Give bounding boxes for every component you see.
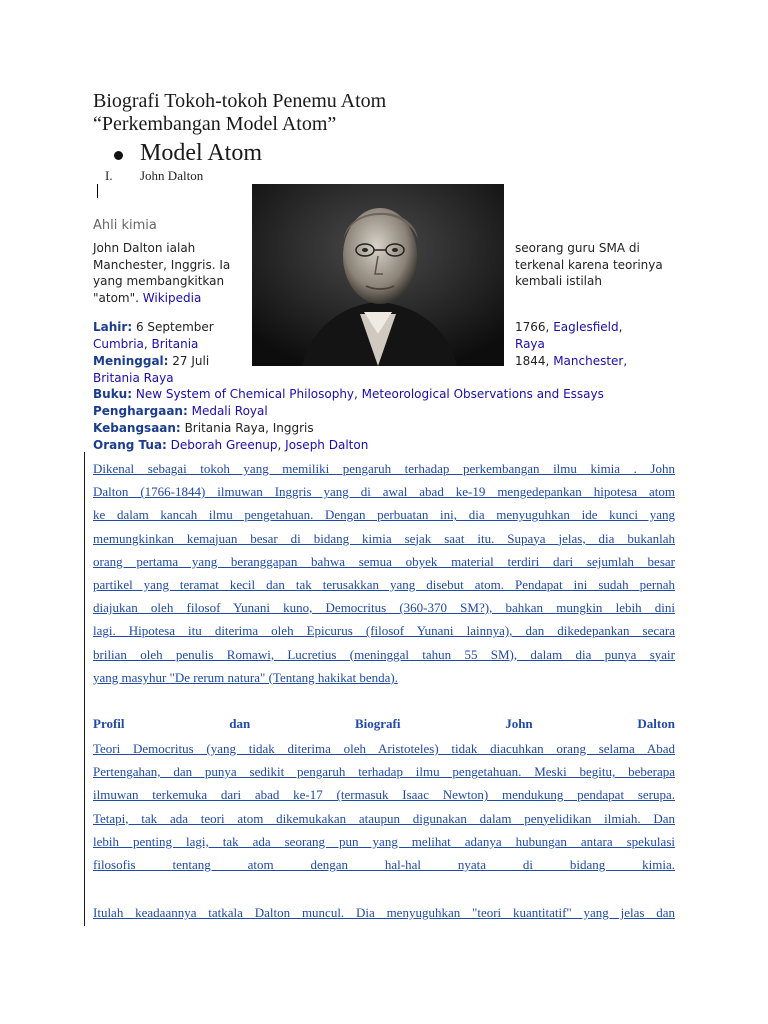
- awards-link[interactable]: Medali Royal: [191, 404, 268, 418]
- paragraph-line: ke dalam kancah ilmu pengetahuan. Dengan perbuatan ini, dia menyuguhkan ide kunci yang: [93, 507, 675, 523]
- title-line-1: Biografi Tokoh-tokoh Penemu Atom: [93, 90, 387, 112]
- desc-left-line: Manchester, Inggris. Ia: [93, 257, 231, 272]
- paragraph-line: brilian oleh penulis Romawi, Lucretius (meninggal tahun 55 SM), dalam dia punya syair: [93, 646, 675, 662]
- died-label: Meninggal:: [93, 354, 169, 368]
- infobox-category: Ahli kimia: [93, 218, 157, 233]
- born-country-link[interactable]: Raya: [515, 337, 545, 351]
- infobox-born-died-left: [93, 319, 214, 387]
- eaglesfield-link[interactable]: Eaglesfield,: [553, 320, 623, 334]
- margin-bar: [84, 452, 85, 926]
- died-year: 1844,: [515, 354, 550, 368]
- paragraph-line: Pertengahan, dan punya sedikit pengaruh terhadap ilmu pengetahuan. Meski begitu, beberapa: [93, 764, 675, 780]
- title-line-2: “Perkembangan Model Atom”: [93, 113, 337, 135]
- desc-left-line: yang membangkitkan: [93, 274, 225, 288]
- desc-right-line: kembali istilah: [515, 274, 602, 288]
- paragraph-theory: [93, 737, 675, 876]
- paragraph-line: Itulah keadaannya tatkala Dalton muncul. Dia menyuguhkan "teori kuantitatif" yang jelas dan: [93, 905, 675, 920]
- died-date: 27 Juli: [172, 354, 210, 368]
- born-place-link[interactable]: Cumbria, Britania: [93, 337, 199, 351]
- paragraph-line: orang pertama yang beranggapan bahwa semua obyek material terdiri dari sejumlah besar: [93, 553, 675, 569]
- nationality-value: Britania Raya, Inggris: [184, 421, 314, 435]
- born-label: Lahir:: [93, 320, 133, 334]
- paragraph-line: Dikenal sebagai tokoh yang memiliki pengaruh terhadap perkembangan ilmu kimia . John: [93, 461, 675, 476]
- infobox-description-left: [93, 240, 230, 306]
- section-heading-profil: [93, 716, 675, 732]
- parent-link[interactable]: Deborah Greenup: [170, 438, 278, 452]
- heading-word: dan: [229, 716, 251, 731]
- paragraph-line: Dalton (1766-1844) ilmuwan Inggris yang di awal abad ke-19 mengedepankan hipotesa atom: [93, 484, 675, 500]
- paragraph-line: filosofis tentang atom dengan hal-hal nyata di bidang kimia.: [93, 856, 675, 872]
- paragraph-line: memungkinkan kemajuan besar di bidang kimia sejak saat itu. Supaya jelas, dia bukanlah: [93, 530, 675, 546]
- wikipedia-link[interactable]: Wikipedia: [142, 290, 202, 305]
- infobox-facts: [93, 386, 604, 454]
- paragraph-line: partikel yang teramat kecil dan tak terusakkan yang disebut atom. Pendapat ini sudah pernah: [93, 576, 675, 592]
- paragraph-line: lagi. Hipotesa itu diterima oleh Epicurus (filosof Yunani lainnya), dan dikedepankan secara: [93, 623, 675, 639]
- parents-label: Orang Tua:: [93, 438, 167, 452]
- parent-separator: ,: [277, 438, 286, 452]
- list-numeral: I.: [105, 168, 113, 183]
- infobox-born-died-right: [515, 319, 627, 370]
- paragraph-intro: [93, 457, 675, 689]
- bullet-icon: [114, 151, 123, 160]
- paragraph-line: ilmuwan terkemuka dari abad ke-17 (termasuk Isaac Newton) mendukung pendapat serupa.: [93, 787, 675, 803]
- portrait-image: [252, 184, 504, 366]
- desc-left-line: John Dalton ialah: [93, 241, 196, 255]
- desc-left-line: "atom".: [93, 290, 139, 305]
- paragraph-line: diajukan oleh filosof Yunani kuno, Democritus (360-370 SM?), bahkan mungkin lebih dini: [93, 600, 675, 616]
- heading-word: Dalton: [637, 716, 675, 731]
- text-cursor: [97, 184, 98, 198]
- died-place-link[interactable]: Britania Raya: [93, 371, 174, 385]
- paragraph-line: Tetapi, tak ada teori atom dikemukakan ataupun digunakan dalam penyelidikan ilmiah. Dan: [93, 810, 675, 826]
- parent-link[interactable]: Joseph Dalton: [285, 438, 369, 452]
- heading-word: Biografi: [354, 716, 401, 731]
- awards-label: Penghargaan:: [93, 404, 188, 418]
- born-year: 1766,: [515, 320, 550, 334]
- born-date: 6 September: [135, 320, 214, 334]
- heading-word: Profil: [93, 716, 125, 731]
- paragraph-line: yang masyhur "De rerum natura" (Tentang hakikat benda).: [93, 669, 398, 685]
- paragraph-line: Teori Democritus (yang tidak diterima oleh Aristoteles) tidak diacuhkan orang selama Abad: [93, 741, 675, 756]
- paragraph-dalton-appears: [93, 901, 675, 924]
- books-link[interactable]: New System of Chemical Philosophy, Meteorological Observations and Essays: [135, 387, 604, 401]
- subheading-john-dalton: John Dalton: [140, 168, 204, 183]
- section-heading-model-atom: Model Atom: [140, 140, 263, 166]
- desc-right-line: terkenal karena teorinya: [515, 257, 663, 272]
- heading-word: John: [505, 716, 533, 731]
- infobox-description-right: [515, 240, 663, 290]
- books-label: Buku:: [93, 387, 133, 401]
- desc-right-line: seorang guru SMA di: [515, 241, 640, 255]
- nationality-label: Kebangsaan:: [93, 421, 181, 435]
- paragraph-line: lebih penting lagi, tak ada seorang pun yang melihat adanya hubungan antara spekulasi: [93, 833, 675, 849]
- manchester-link[interactable]: Manchester,: [553, 354, 628, 368]
